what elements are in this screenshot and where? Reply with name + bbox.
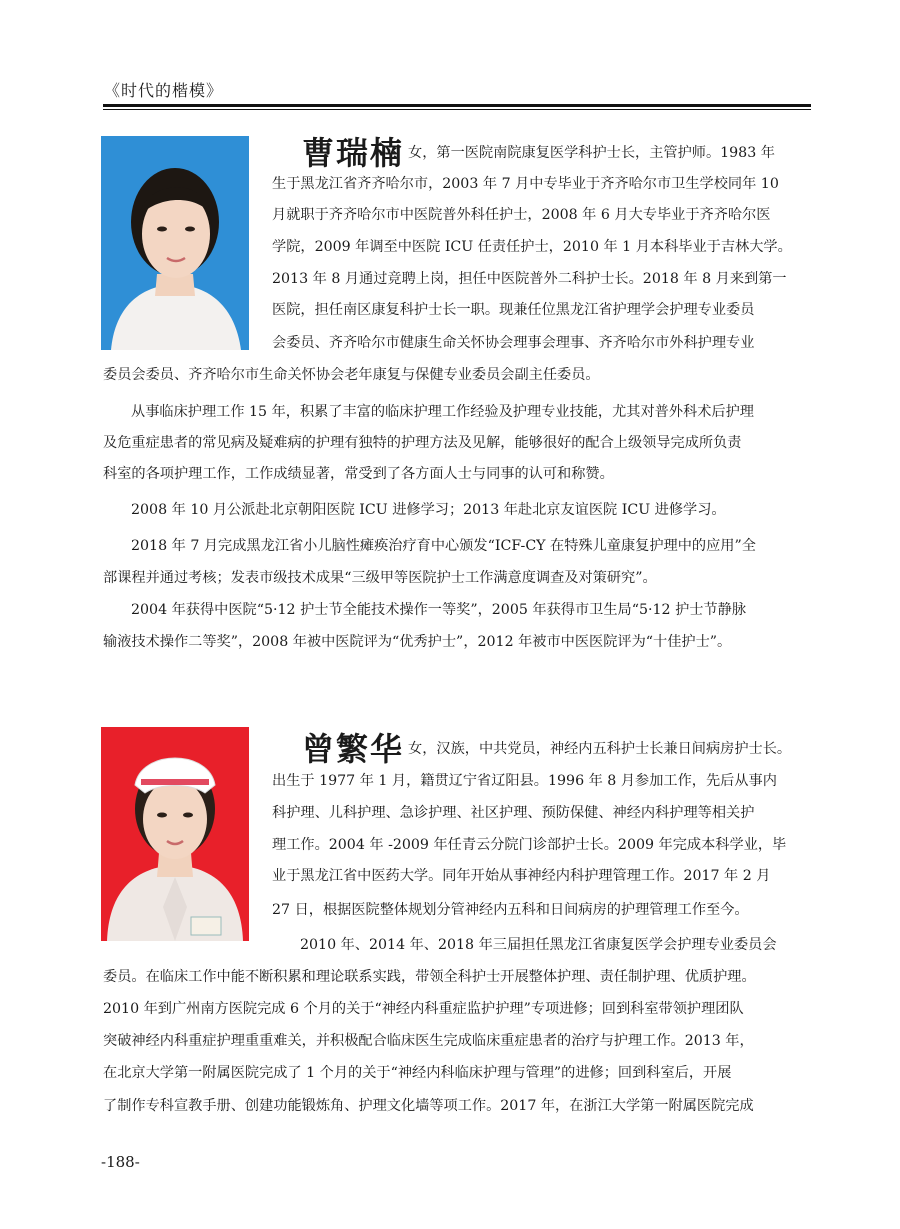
profile-1-line: 医院，担任南区康复科护士长一职。现兼任位黑龙江省护理学会护理专业委员 xyxy=(272,302,755,318)
profile-1-line: 委员会委员、齐齐哈尔市生命关怀协会老年康复与保健专业委员会副主任委员。 xyxy=(103,367,600,383)
profile-2-line: 科护理、儿科护理、急诊护理、社区护理、预防保健、神经内科护理等相关护 xyxy=(272,805,755,821)
header-rule-thin xyxy=(103,109,811,110)
profile-1-line: 学院，2009 年调至中医院 ICU 任责任护士，2010 年 1 月本科毕业于吉林大学。 xyxy=(272,239,792,255)
profile-1-line: 月就职于齐齐哈尔市中医院普外科任护士，2008 年 6 月大专毕业于齐齐哈尔医 xyxy=(272,207,771,223)
profile-2-line: 在北京大学第一附属医院完成了 1 个月的关于“神经内科临床护理与管理”的进修；回到科室后，开展 xyxy=(103,1065,732,1081)
profile-2-line: 女，汉族，中共党员，神经内五科护士长兼日间病房护士长。 xyxy=(408,741,792,757)
profile-1-line: 2013 年 8 月通过竞聘上岗，担任中医院普外二科护士长。2018 年 8 月来到第一 xyxy=(272,271,787,287)
person-name-2: 曾繁华 xyxy=(302,730,405,768)
profile-2-line: 2010 年、2014 年、2018 年三届担任黑龙江省康复医学会护理专业委员会 xyxy=(300,937,777,953)
person-name-1: 曹瑞楠 xyxy=(302,134,405,172)
profile-1-line: 女，第一医院南院康复医学科护士长，主管护师。1983 年 xyxy=(408,145,775,161)
book-title: 《时代的楷模》 xyxy=(104,81,224,100)
profile-2-line: 2010 年到广州南方医院完成 6 个月的关于“神经内科重症监护护理”专项进修；回到科室带领护理团队 xyxy=(103,1001,744,1017)
profile-1-line: 生于黑龙江省齐齐哈尔市，2003 年 7 月中专毕业于齐齐哈尔市卫生学校同年 10 xyxy=(272,176,779,192)
profile-1-line: 从事临床护理工作 15 年，积累了丰富的临床护理工作经验及护理专业技能，尤其对普外科术后护理 xyxy=(131,404,754,420)
profile-1-line: 会委员、齐齐哈尔市健康生命关怀协会理事会理事、齐齐哈尔市外科护理专业 xyxy=(272,335,755,351)
profile-2-line: 出生于 1977 年 1 月，籍贯辽宁省辽阳县。1996 年 8 月参加工作，先后从事内 xyxy=(272,773,777,789)
profile-2-line: 委员。在临床工作中能不断积累和理论联系实践，带领全科护士开展整体护理、责任制护理、优质护理。 xyxy=(103,969,756,985)
profile-2-line: 了制作专科宣教手册、创建功能锻炼角、护理文化墙等项工作。2017 年，在浙江大学第一附属医院完成 xyxy=(103,1098,754,1114)
portrait-photo-2 xyxy=(101,727,249,941)
portrait-photo-1 xyxy=(101,136,249,350)
profile-1-line: 部课程并通过考核；发表市级技术成果“三级甲等医院护士工作满意度调查及对策研究”。 xyxy=(103,570,657,586)
profile-1-line: 输液技术操作二等奖”，2008 年被中医院评为“优秀护士”，2012 年被市中医医院评为“十佳护士”。 xyxy=(103,634,732,650)
profile-2-line: 理工作。2004 年 -2009 年任青云分院门诊部护士长。2009 年完成本科学业，毕 xyxy=(272,837,787,853)
profile-1-line: 科室的各项护理工作，工作成绩显著，常受到了各方面人士与同事的认可和称赞。 xyxy=(103,466,614,482)
profile-2-line: 27 日，根据医院整体规划分管神经内五科和日间病房的护理管理工作至今。 xyxy=(272,902,749,918)
profile-1-line: 及危重症患者的常见病及疑难病的护理有独特的护理方法及见解，能够很好的配合上级领导完成所负责 xyxy=(103,435,742,451)
profile-1-line: 2018 年 7 月完成黑龙江省小儿脑性瘫痪治疗育中心颁发“ICF-CY 在特殊儿童康复护理中的应用”全 xyxy=(131,538,756,554)
profile-1-line: 2004 年获得中医院“5·12 护士节全能技术操作一等奖”，2005 年获得市卫生局“5·12 护士节静脉 xyxy=(131,602,747,618)
profile-1-line: 2008 年 10 月公派赴北京朝阳医院 ICU 进修学习；2013 年赴北京友谊医院 ICU 进修学习。 xyxy=(131,502,726,518)
profile-2-line: 突破神经内科重症护理重重难关，并积极配合临床医生完成临床重症患者的治疗与护理工作。2013 年， xyxy=(103,1033,754,1049)
header-rule-thick xyxy=(103,104,811,107)
profile-2-line: 业于黑龙江省中医药大学。同年开始从事神经内科护理管理工作。2017 年 2 月 xyxy=(272,868,771,884)
page-number: -188- xyxy=(101,1153,140,1171)
